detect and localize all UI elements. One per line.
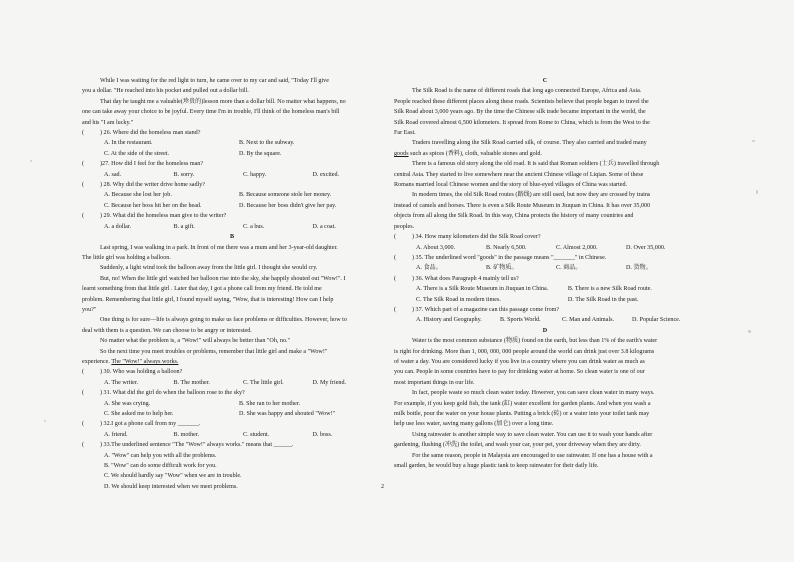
c-para4-line-4: peoples.: [394, 223, 415, 230]
q36-option-d[interactable]: D. The Silk Road in the past.: [567, 296, 639, 303]
intro-line-2: you a dollar. "He reached into his pocket and pulled out a dollar bill.: [82, 88, 249, 95]
q31-options: [82, 399, 382, 409]
scan-speck: [30, 160, 32, 162]
c-para2-line-1: Traders travelling along the Silk Road carried silk, of course. They also carried and traded many: [412, 140, 647, 147]
c-para2-line-2: goods such as spices (香料), cloth, valuable stones and gold.: [394, 150, 542, 157]
q30-option-c[interactable]: C. The little girl.: [243, 379, 284, 386]
b-para1-line-1: Last spring, I was walking in a park. In front of me there was a mum and her 3-year-old daughter.: [100, 244, 338, 251]
q36-option-c[interactable]: C. The Silk Road in modern times.: [416, 296, 501, 303]
q26-option-d[interactable]: D. By the square.: [239, 150, 282, 157]
c-para3-line-3: Romans married local Chinese women and the story of blue-eyed villages of China was started.: [394, 182, 628, 189]
q27-option-c[interactable]: C. happy.: [243, 171, 267, 178]
c-para1-line-1: The Silk Road is the name of different roads that long ago connected Europe, Africa and Asia.: [412, 88, 642, 95]
question-29: ( ) 29. What did the homeless man give to the writer?: [82, 213, 227, 220]
question-26: ( ) 26. Where did the homeless man stand?: [82, 130, 201, 137]
d-para2-line-2: For example, if you keep gold fish, the tank (缸) water excellent for garden plants. And when you wash a: [394, 400, 651, 407]
c-para1-line-2: People reached these different places along these roads. Scientists believe that people began to travel the: [394, 98, 649, 105]
q31-option-b[interactable]: B. She ran to her mother.: [239, 400, 301, 407]
q27-option-d[interactable]: D. excited.: [312, 171, 340, 178]
q37-option-d[interactable]: D. Popular Science.: [632, 317, 681, 324]
question-35: ( ) 35. The underlined word "goods" in the passage means "_______" in Chinese.: [394, 254, 607, 261]
q37-option-c[interactable]: C. Man and Animals.: [562, 317, 614, 324]
b-para6-line-2: experience. The "Wow!" always works.: [82, 358, 179, 365]
q37-option-b[interactable]: B. Sports World.: [500, 317, 541, 324]
q36-option-a[interactable]: A. There is a Silk Route Museum in Jiuquan in China.: [416, 286, 549, 293]
d-para1-line-3: of water a day. You are considered lucky if you live in a country where you can drink water as much as: [394, 358, 645, 365]
b-para3-line-3: problem. Remembering that little girl, I found myself saying, "Wow, that is interesting! How can I help: [82, 296, 334, 303]
q34-option-c[interactable]: C. Almost 2,000.: [556, 244, 598, 251]
c-para4-line-3: objects from all along the Silk Road. In this way, China protects the history of many countries and: [394, 213, 634, 220]
q33-option-a[interactable]: A. "Wow" can help you with all the problems.: [104, 452, 217, 459]
q26-option-b[interactable]: B. Next to the subway.: [239, 140, 295, 147]
d-para4-line-2: small garden, he would buy a huge plastic tank to keep rainwater for their daily life.: [394, 463, 599, 470]
q35-options: [394, 263, 696, 273]
q26-options: [82, 138, 382, 148]
b-para5: No matter what the problem is, a "Wow!" will always be better than "Oh, no.": [100, 338, 291, 345]
b-para4-line-1: One thing is for sure—life is always going to make us face problems or difficulties. However, how to: [100, 317, 347, 324]
d-para2-line-4: help use less water, saving many gallons (加仑) over a long time.: [394, 421, 554, 428]
q35-option-a[interactable]: A. 食品。: [416, 265, 442, 272]
q30-option-d[interactable]: D. My friend.: [312, 379, 347, 386]
q34-option-d[interactable]: D. Over 35,000.: [626, 244, 666, 251]
c-para3-line-2: central Asia. They started to live somewhere near the ancient Chinese village of Liqian. Some of these: [394, 171, 644, 178]
q34-options: [394, 243, 696, 253]
question-37: ( ) 37. Which part of a magazine can this passage come from?: [394, 306, 560, 313]
b-para2: Suddenly, a light wind took the balloon away from the little girl. I thought she would cry.: [100, 265, 318, 272]
q34-option-b[interactable]: B. Nearly 6,500.: [486, 244, 527, 251]
q34-option-a[interactable]: A. About 3,000.: [416, 244, 456, 251]
b-para4-line-2: deal with them is a question. We can choose to be angry or interested.: [82, 327, 252, 334]
section-c-heading: C: [542, 78, 548, 84]
scan-speck: [756, 190, 758, 194]
q31-option-c[interactable]: C. She asked me to help her.: [104, 411, 174, 417]
d-para2-line-3: milk bottle, pour the water on your house plants. Putting a brick (砖) or a water into your toilet tank may: [394, 411, 650, 417]
question-31: ( ) 31. What did the girl do when the balloon rose to the sky?: [82, 390, 245, 397]
c-para3-line-1: There is a famous old story along the old road. It is said that Roman soldiers (士兵) travelled through: [412, 161, 660, 168]
q32-option-b[interactable]: B. mother.: [173, 431, 200, 438]
q31-options-2: [82, 409, 382, 419]
q27-option-b[interactable]: B. sorry.: [173, 171, 195, 178]
q29-option-c[interactable]: C. a bus.: [243, 223, 265, 230]
q37-option-a[interactable]: A. History and Geography.: [416, 317, 482, 324]
right-column: [394, 76, 696, 471]
q33-option-c[interactable]: C. We should hardly say "Wow" when we are in trouble.: [104, 473, 242, 480]
b-para1-line-2: The little girl was holding a balloon.: [82, 254, 171, 261]
section-d-heading: D: [542, 327, 548, 334]
q28-options-2: [82, 201, 382, 211]
para2-line-2: one can take away your choice to be joyful. Every time I'm in trouble, I'll think of the homeless man's bill: [82, 109, 340, 116]
q32-option-d[interactable]: D. boss.: [312, 431, 333, 438]
q26-option-c[interactable]: C. At the side of the street.: [104, 150, 169, 157]
q29-options: [82, 222, 382, 232]
q26-option-a[interactable]: A. In the restaurant.: [104, 140, 153, 147]
q35-option-d[interactable]: D. 货物。: [626, 265, 652, 272]
para2-line-1: That day he taught me a valuable(珍贵的)lesson more than a dollar bill. No matter what happens, no: [100, 98, 346, 105]
question-36: ( ) 36. What does Paragraph 4 mainly tell us?: [394, 275, 519, 282]
question-28: ( ) 28. Why did the writer drive home sadly?: [82, 182, 205, 189]
b-para3-line-4: you?": [82, 306, 97, 313]
q32-option-a[interactable]: A. friend.: [104, 431, 128, 438]
q33-option-b[interactable]: B. "Wow" can do some difficult work for you.: [104, 463, 217, 470]
c-para1-line-4: Silk Road covered almost 6,500 kilometers. It spread from Rome to China, which is from the West to the: [394, 119, 650, 126]
q28-options: [82, 190, 382, 200]
scan-speck: [44, 420, 46, 422]
question-27: ( )27. How did I feel for the homeless man?: [82, 161, 204, 168]
c-para4-line-1: In modern times, the old Silk Road routes (路线) are still used, but now they are crossed by trains: [412, 192, 651, 199]
q26-options-2: [82, 149, 382, 159]
q27-option-a[interactable]: A. sad.: [104, 171, 122, 178]
b-para6-line-1: So the next time you meet troubles or problems, remember that little girl and make a "Wow!": [100, 348, 328, 355]
d-para3-line-1: Using rainwater is another simple way to save clean water. You can use it to wash your hands after: [412, 431, 653, 438]
q31-option-d[interactable]: D. She was happy and shouted "Wow!": [239, 411, 336, 417]
d-para1-line-5: most important things in our life.: [394, 379, 475, 386]
scan-speck: [748, 330, 751, 333]
question-32: ( ) 32.I got a phone call from my _______.: [82, 421, 201, 428]
scan-speck: [752, 140, 755, 142]
q29-option-b[interactable]: B. a gift.: [173, 223, 195, 230]
q35-option-c[interactable]: C. 商品。: [556, 265, 582, 272]
underlined-goods: goods: [394, 150, 409, 157]
underlined-sentence: The "Wow!" always works.: [111, 358, 179, 365]
section-b-heading: B: [229, 234, 235, 241]
q28-option-b[interactable]: B. Because someone stole her money.: [239, 192, 332, 199]
q37-options: [394, 315, 696, 325]
q30-option-a[interactable]: A. The writer.: [104, 379, 139, 386]
c-para4-line-2: instead of camels and horses. There is even a Silk Route Museum in Jiuquan in China. It has over 35,000: [394, 202, 651, 209]
q29-option-d[interactable]: D. a coat.: [312, 223, 336, 230]
question-30: ( ) 30. Who was holding a balloon?: [82, 369, 183, 376]
q36-option-b[interactable]: B. There is a new Silk Road route.: [567, 286, 652, 293]
q30-option-b[interactable]: B. The mother.: [173, 379, 210, 386]
q30-options: [82, 378, 382, 388]
q27-options: [82, 170, 382, 180]
question-33: ( ) 33.The underlined sentence "The "Wow!" always works." means that ______.: [82, 442, 294, 449]
d-para2-line-1: In fact, people waste so much clean water today. However, you can save clean water in many ways.: [412, 390, 655, 397]
d-para1-line-1: Water is the most common substance (物质) found on the earth, but less than 1% of the earth's water: [412, 338, 658, 345]
b-para3-line-1: But, no! When the little girl watched her balloon rise into the sky, she happily shouted out "Wow!". I: [100, 275, 346, 282]
q35-option-b[interactable]: B. 矿物质。: [486, 265, 518, 272]
q29-option-a[interactable]: A. a dollar.: [104, 223, 132, 230]
q36-options: [394, 284, 696, 294]
q28-option-c[interactable]: C. Because her boss hit her on the head.: [104, 202, 202, 209]
b-para3-line-2: learnt something from that little girl . Later that day, I got a phone call from my friend. He told me: [82, 286, 322, 293]
q31-option-a[interactable]: A. She was crying.: [104, 400, 151, 407]
q33-option-d[interactable]: D. We should keep interested when we meet problems.: [104, 483, 238, 490]
d-para3-line-2: gardening, flushing (冲洗) the toilet, and wash your car, your pet, your driveway when they are dirty.: [394, 442, 641, 449]
q28-option-d[interactable]: D. Because her boss didn't give her pay.: [239, 202, 337, 209]
left-column: [82, 76, 382, 492]
para2-line-3: and his "I am lucky.": [82, 119, 134, 126]
c-para1-line-5: Far East.: [394, 130, 416, 137]
d-para1-line-4: you can. People in some countries have to pay for drinking water at home. So clean water is one of our: [394, 369, 645, 376]
intro-line-1: While I was waiting for the red light to turn, he came over to my car and said, "Today I'll give: [100, 78, 329, 84]
d-para1-line-2: is right for drinking. More than 1, 000, 000, 000 people around the world can drink just over 3.8 kilograms: [394, 348, 655, 355]
page-number: 2: [381, 484, 384, 490]
q36-options-2: [394, 295, 696, 305]
q32-options: [82, 430, 382, 440]
q28-option-a[interactable]: A. Because she lost her job.: [104, 192, 172, 199]
d-para4-line-1: For the same reason, people in Malaysia are encouraged to use rainwater. If one has a house with a: [412, 452, 653, 459]
c-para1-line-3: Silk Road about 3,000 years ago. By the time the Chinese silk trade became important in the world, the: [394, 109, 646, 116]
question-34: ( ) 34. How many kilometers did the Silk Road cover?: [394, 234, 541, 241]
q32-option-c[interactable]: C. student.: [243, 431, 270, 438]
